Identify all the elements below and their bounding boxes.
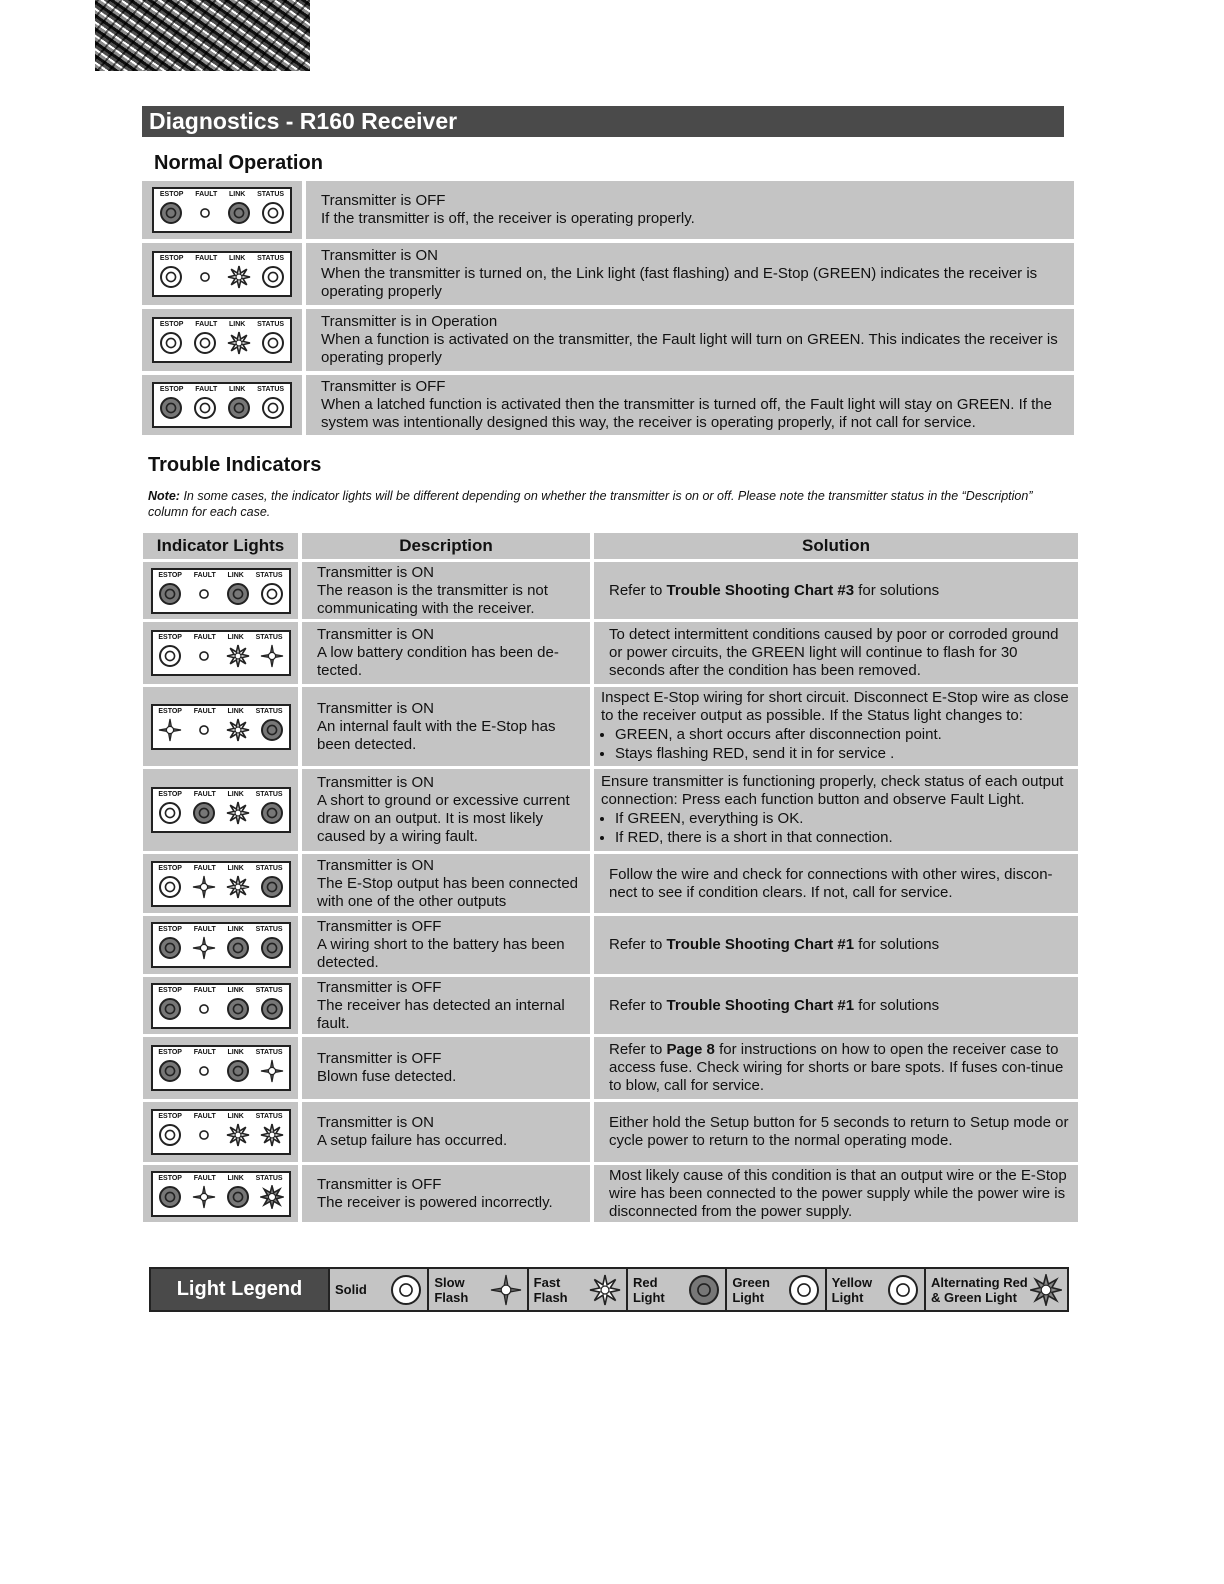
- status-light-fast-icon: [260, 1123, 284, 1147]
- solution-cell: [594, 769, 1078, 851]
- link-light-red-icon: [226, 936, 250, 960]
- table-row: [143, 1037, 1078, 1099]
- solution-reference: Page 8: [666, 1041, 715, 1058]
- table-row: [143, 769, 1078, 851]
- panel-label-estop: ESTOP: [158, 986, 182, 994]
- status-light-green-icon: [261, 265, 285, 289]
- solution-bullets: [601, 725, 1074, 764]
- legend-item: [825, 1269, 924, 1310]
- link-light-red-icon: [226, 582, 250, 606]
- header-solution: Solution: [594, 533, 1078, 559]
- description-text: When the transmitter is turned on, the Link light (fast flashing) and E-Stop (GREEN) indicates the receiver is operating properly: [321, 265, 1038, 300]
- indicator-cell: [142, 309, 302, 371]
- indicator-cell: [142, 181, 302, 239]
- status-light-green-icon: [261, 331, 285, 355]
- status-light-red-icon: [260, 718, 284, 742]
- estop-light-red-icon: [158, 1185, 182, 1209]
- panel-label-estop: ESTOP: [159, 386, 184, 393]
- description-text: The E-Stop output has been connected with one of the other outputs: [317, 874, 579, 910]
- note-text: In some cases, the indicator lights will be different depending on whether the transmitter is on or off. Please note the transmitter status in the “Description” column for each case.: [148, 489, 1033, 519]
- normal-row: [142, 309, 1074, 371]
- panel-label-link: LINK: [227, 1113, 244, 1120]
- link-light-fast-icon: [226, 718, 250, 742]
- panel-label-estop: ESTOP: [158, 1174, 182, 1182]
- link-light-red-icon: [227, 396, 251, 420]
- solution-cell: [594, 687, 1078, 766]
- panel-label-estop: ESTOP: [158, 707, 182, 715]
- legend-label: Red Light: [632, 1274, 665, 1305]
- panel-label-estop: ESTOP: [158, 864, 182, 872]
- panel-label-status: STATUS: [255, 634, 283, 641]
- solution-cell: [594, 622, 1078, 684]
- fault-light-green-icon: [193, 331, 217, 355]
- panel-label-estop: ESTOP: [159, 255, 184, 262]
- panel-label-status: STATUS: [255, 1049, 283, 1056]
- description-cell: [302, 1165, 590, 1222]
- transmitter-status: Transmitter is OFF: [317, 918, 442, 935]
- trouble-indicators-heading: Trouble Indicators: [148, 454, 322, 476]
- solution-reference: Trouble Shooting Chart #3: [666, 581, 855, 599]
- indicator-panel: [151, 787, 291, 833]
- solution-text: Refer to: [609, 936, 667, 953]
- description-cell: [302, 1102, 590, 1162]
- panel-label-link: LINK: [227, 986, 244, 994]
- indicator-panel: [152, 251, 292, 297]
- solution-text-end: for solutions: [854, 581, 940, 599]
- panel-label-status: STATUS: [257, 191, 285, 198]
- indicator-panel: [151, 1109, 291, 1155]
- panel-label-link: LINK: [227, 707, 244, 715]
- description-cell: [302, 769, 590, 851]
- normal-row: [142, 243, 1074, 305]
- link-light-red-icon: [226, 997, 250, 1021]
- solution-bullet: • If GREEN, everything is OK.: [615, 810, 1074, 828]
- indicator-panel: [152, 382, 292, 428]
- transmitter-status: Transmitter is ON: [317, 774, 434, 791]
- panel-label-estop: ESTOP: [159, 321, 184, 328]
- link-light-red-icon: [226, 1059, 250, 1083]
- panel-label-status: STATUS: [255, 986, 283, 994]
- panel-label-fault: FAULT: [193, 864, 216, 872]
- solution-text-end: for solutions: [854, 936, 940, 953]
- description-cell: [302, 977, 590, 1034]
- estop-light-green-icon: [159, 265, 183, 289]
- transmitter-status: Transmitter is OFF: [321, 192, 446, 209]
- legend-label: Alternating Red & Green Light: [930, 1274, 1028, 1305]
- solution-bullet: • GREEN, a short occurs after disconnection point.: [615, 726, 1074, 744]
- header-indicator-lights: Indicator Lights: [143, 533, 298, 559]
- fault-light-yellow-icon: [192, 644, 216, 668]
- solution-cell: [594, 1037, 1078, 1099]
- panel-label-status: STATUS: [255, 864, 283, 872]
- transmitter-status: Transmitter is ON: [317, 1114, 434, 1131]
- normal-operation-table: [142, 181, 1074, 439]
- legend-item: [725, 1269, 824, 1310]
- solution-bullet: • If RED, there is a short in that connection.: [615, 829, 1074, 847]
- panel-label-status: STATUS: [257, 255, 285, 262]
- legend-red-icon: [688, 1274, 720, 1306]
- panel-label-status: STATUS: [255, 791, 283, 798]
- legend-label: Solid: [335, 1282, 367, 1297]
- panel-label-estop: ESTOP: [158, 1049, 182, 1056]
- description-cell: [302, 622, 590, 684]
- link-light-fast-icon: [227, 331, 251, 355]
- table-header: [143, 533, 1078, 559]
- solution-cell: [594, 1102, 1078, 1162]
- panel-label-fault: FAULT: [193, 1049, 216, 1056]
- indicator-cell: [143, 854, 298, 913]
- fault-light-yellow-icon: [192, 1123, 216, 1147]
- indicator-cell: [142, 243, 302, 305]
- transmitter-status: Transmitter is OFF: [317, 978, 442, 996]
- panel-label-status: STATUS: [255, 926, 283, 933]
- solution-cell: [594, 916, 1078, 974]
- panel-label-status: STATUS: [255, 1113, 283, 1120]
- indicator-panel: [152, 317, 292, 363]
- fault-light-yellow-icon: [192, 1059, 216, 1083]
- note: [148, 488, 1048, 520]
- link-light-fast-icon: [226, 1123, 250, 1147]
- panel-label-fault: FAULT: [195, 321, 218, 328]
- panel-label-status: STATUS: [257, 386, 285, 393]
- legend-green-icon: [788, 1274, 820, 1306]
- table-row: [143, 854, 1078, 913]
- panel-label-status: STATUS: [255, 707, 283, 715]
- indicator-panel: [151, 568, 291, 614]
- indicator-panel: [151, 630, 291, 676]
- indicator-cell: [143, 916, 298, 974]
- panel-label-status: STATUS: [255, 571, 283, 579]
- estop-light-green-icon: [158, 875, 182, 899]
- logo-image: [95, 0, 310, 71]
- panel-label-estop: ESTOP: [158, 926, 182, 933]
- panel-label-fault: FAULT: [193, 1174, 216, 1182]
- solution-bullets: [601, 809, 1074, 848]
- link-light-red-icon: [226, 1185, 250, 1209]
- legend-label: Yellow Light: [831, 1274, 873, 1305]
- indicator-panel: [151, 861, 291, 907]
- status-light-red-icon: [260, 875, 284, 899]
- description-text: A setup failure has occurred.: [317, 1132, 508, 1149]
- panel-label-estop: ESTOP: [158, 571, 182, 579]
- table-row: [143, 977, 1078, 1034]
- status-light-slow-icon: [260, 644, 284, 668]
- estop-light-green-icon: [159, 331, 183, 355]
- status-light-red-icon: [260, 801, 284, 825]
- link-light-fast-icon: [227, 265, 251, 289]
- link-light-fast-icon: [226, 801, 250, 825]
- panel-label-link: LINK: [227, 926, 244, 933]
- fault-light-yellow-icon: [192, 997, 216, 1021]
- description-cell: [306, 243, 1074, 305]
- panel-label-estop: ESTOP: [159, 191, 184, 198]
- estop-light-red-icon: [158, 936, 182, 960]
- status-light-slow-icon: [260, 1059, 284, 1083]
- trouble-indicators-table: [143, 533, 1078, 1225]
- status-light-red-icon: [260, 997, 284, 1021]
- link-light-red-icon: [227, 201, 251, 225]
- panel-label-fault: FAULT: [193, 634, 216, 641]
- panel-label-fault: FAULT: [195, 386, 218, 393]
- panel-label-link: LINK: [227, 634, 244, 641]
- panel-label-link: LINK: [229, 321, 246, 328]
- panel-label-fault: FAULT: [193, 791, 216, 798]
- indicator-cell: [143, 769, 298, 851]
- indicator-cell: [143, 622, 298, 684]
- description-text: A low battery condition has been de-tected.: [317, 644, 559, 679]
- legend-green-icon: [887, 1274, 919, 1306]
- transmitter-status: Transmitter is ON: [317, 626, 434, 643]
- description-cell: [302, 562, 590, 619]
- description-text: An internal fault with the E-Stop has been detected.: [317, 717, 556, 753]
- status-light-green-icon: [260, 582, 284, 606]
- legend-item: [427, 1269, 526, 1310]
- fault-light-yellow-icon: [192, 718, 216, 742]
- legend-label: Fast Flash: [533, 1274, 568, 1305]
- legend-green-icon: [390, 1274, 422, 1306]
- table-row: [143, 1165, 1078, 1222]
- panel-label-link: LINK: [227, 1174, 244, 1182]
- fault-light-yellow-icon: [193, 201, 217, 225]
- panel-label-fault: FAULT: [193, 926, 216, 933]
- description-cell: [306, 181, 1074, 239]
- status-light-alt-icon: [260, 1185, 284, 1209]
- panel-label-fault: FAULT: [193, 571, 216, 579]
- legend-item: [626, 1269, 725, 1310]
- description-text: If the transmitter is off, the receiver is operating properly.: [321, 210, 695, 227]
- description-text: The reason is the transmitter is not communicating with the receiver.: [317, 581, 548, 617]
- panel-label-estop: ESTOP: [158, 634, 182, 641]
- transmitter-status: Transmitter is ON: [317, 856, 434, 874]
- legend-title: Light Legend: [151, 1269, 328, 1310]
- indicator-cell: [143, 1102, 298, 1162]
- solution-text: Refer to: [609, 996, 667, 1014]
- description-text: The receiver has detected an internal fault.: [317, 996, 565, 1032]
- panel-label-fault: FAULT: [193, 707, 216, 715]
- transmitter-status: Transmitter is in Operation: [321, 313, 498, 330]
- description-cell: [302, 1037, 590, 1099]
- indicator-cell: [143, 562, 298, 619]
- legend-slow-icon: [490, 1274, 522, 1306]
- description-text: A wiring short to the battery has been detected.: [317, 936, 565, 971]
- solution-text: To detect intermittent conditions caused by poor or corroded ground or power circuits, the GREEN light will continue to flash for 30 seconds after the condition has been removed.: [609, 626, 1059, 679]
- solution-reference: Trouble Shooting Chart #1: [666, 936, 855, 953]
- header-description: Description: [302, 533, 590, 559]
- solution-bullet: • Stays flashing RED, send it in for service .: [615, 745, 1074, 763]
- legend-fast-icon: [589, 1274, 621, 1306]
- panel-label-fault: FAULT: [195, 255, 218, 262]
- panel-label-link: LINK: [227, 864, 244, 872]
- solution-text: Refer to: [609, 1041, 667, 1058]
- legend-item: [527, 1269, 626, 1310]
- fault-light-slow-icon: [192, 936, 216, 960]
- solution-cell: [594, 1165, 1078, 1222]
- fault-light-yellow-icon: [193, 265, 217, 289]
- estop-light-green-icon: [158, 801, 182, 825]
- solution-text: Follow the wire and check for connections with other wires, discon-nect to see if condition clears. If not, call for service.: [609, 865, 1053, 901]
- solution-text: Ensure transmitter is functioning properly, check status of each output connection: Press each function button and observe Fault Light.: [601, 772, 1064, 808]
- normal-row: [142, 375, 1074, 435]
- panel-label-link: LINK: [227, 1049, 244, 1056]
- description-cell: [302, 854, 590, 913]
- page-title: Diagnostics - R160 Receiver: [142, 106, 1064, 137]
- indicator-panel: [151, 1171, 291, 1217]
- description-cell: [302, 916, 590, 974]
- estop-light-slow-icon: [158, 718, 182, 742]
- legend-label: Green Light: [732, 1274, 770, 1305]
- indicator-cell: [143, 977, 298, 1034]
- description-cell: [306, 309, 1074, 371]
- description-text: When a latched function is activated then the transmitter is turned off, the Fault light will stay on GREEN. If the system was intentionally designed this way, the receiver is operating properly, if not call for service.: [321, 396, 1052, 431]
- panel-label-fault: FAULT: [193, 986, 216, 994]
- description-text: Blown fuse detected.: [317, 1068, 457, 1085]
- fault-light-yellow-icon: [192, 582, 216, 606]
- panel-label-link: LINK: [227, 791, 244, 798]
- estop-light-red-icon: [158, 582, 182, 606]
- panel-label-link: LINK: [229, 386, 246, 393]
- description-cell: [306, 375, 1074, 435]
- normal-operation-heading: Normal Operation: [154, 152, 323, 174]
- table-row: [143, 916, 1078, 974]
- status-light-green-icon: [261, 201, 285, 225]
- solution-text: Refer to: [609, 581, 667, 599]
- indicator-panel: [151, 983, 291, 1029]
- transmitter-status: Transmitter is OFF: [317, 1050, 442, 1067]
- panel-label-link: LINK: [229, 191, 246, 198]
- legend-item: [328, 1269, 427, 1310]
- panel-label-fault: FAULT: [193, 1113, 216, 1120]
- legend-item: [924, 1269, 1067, 1310]
- status-light-red-icon: [260, 936, 284, 960]
- estop-light-red-icon: [158, 1059, 182, 1083]
- indicator-cell: [143, 687, 298, 766]
- estop-light-red-icon: [159, 201, 183, 225]
- table-row: [143, 687, 1078, 766]
- solution-text: Either hold the Setup button for 5 seconds to return to Setup mode or cycle power to return to the normal operating mode.: [609, 1114, 1069, 1149]
- solution-text-end: for solutions: [854, 996, 940, 1014]
- table-row: [143, 562, 1078, 619]
- transmitter-status: Transmitter is ON: [317, 699, 434, 717]
- table-row: [143, 1102, 1078, 1162]
- description-text: A short to ground or excessive current draw on an output. It is most likely caused by a wiring fault.: [317, 792, 570, 845]
- fault-light-slow-icon: [192, 1185, 216, 1209]
- status-light-green-icon: [261, 396, 285, 420]
- solution-cell: [594, 562, 1078, 619]
- panel-label-link: LINK: [229, 255, 246, 262]
- transmitter-status: Transmitter is ON: [317, 563, 434, 581]
- note-label: Note:: [148, 489, 180, 503]
- panel-label-link: LINK: [227, 571, 244, 579]
- solution-text-end: for instructions on how to open the receiver case to access fuse. Check wiring for shorts or bare spots. If fuses con-tinue to blow, call for service.: [609, 1041, 1064, 1094]
- normal-row: [142, 181, 1074, 239]
- indicator-panel: [151, 704, 291, 750]
- panel-label-status: STATUS: [257, 321, 285, 328]
- indicator-cell: [143, 1165, 298, 1222]
- description-text: The receiver is powered incorrectly.: [317, 1193, 553, 1211]
- table-row: [143, 622, 1078, 684]
- solution-text: Most likely cause of this condition is that an output wire or the E-Stop wire has been connected to the power supply while the power wire is disconnected from the power supply.: [609, 1166, 1067, 1220]
- solution-cell: [594, 854, 1078, 913]
- indicator-panel: [151, 922, 291, 968]
- indicator-cell: [143, 1037, 298, 1099]
- estop-light-red-icon: [158, 997, 182, 1021]
- legend-label: Slow Flash: [434, 1274, 469, 1305]
- light-legend: [149, 1267, 1069, 1312]
- description-text: When a function is activated on the transmitter, the Fault light will turn on GREEN. This indicates the receiver is operating properly: [321, 331, 1058, 366]
- estop-light-red-icon: [159, 396, 183, 420]
- fault-light-green-icon: [193, 396, 217, 420]
- fault-light-red-icon: [192, 801, 216, 825]
- description-cell: [302, 687, 590, 766]
- link-light-fast-icon: [226, 875, 250, 899]
- indicator-panel: [152, 187, 292, 233]
- transmitter-status: Transmitter is OFF: [317, 1175, 442, 1193]
- panel-label-fault: FAULT: [195, 191, 218, 198]
- indicator-panel: [151, 1045, 291, 1091]
- transmitter-status: Transmitter is ON: [321, 247, 438, 264]
- estop-light-green-icon: [158, 644, 182, 668]
- solution-reference: Trouble Shooting Chart #1: [666, 996, 855, 1014]
- panel-label-estop: ESTOP: [158, 791, 182, 798]
- solution-text: Inspect E-Stop wiring for short circuit. Disconnect E-Stop wire as close to the receiver output as possible. If the Status light changes to:: [601, 689, 1069, 724]
- legend-alt-icon: [1030, 1274, 1062, 1306]
- fault-light-slow-icon: [192, 875, 216, 899]
- transmitter-status: Transmitter is OFF: [321, 378, 446, 395]
- link-light-fast-icon: [226, 644, 250, 668]
- panel-label-status: STATUS: [255, 1174, 283, 1182]
- indicator-cell: [142, 375, 302, 435]
- estop-light-green-icon: [158, 1123, 182, 1147]
- solution-cell: [594, 977, 1078, 1034]
- panel-label-estop: ESTOP: [158, 1113, 182, 1120]
